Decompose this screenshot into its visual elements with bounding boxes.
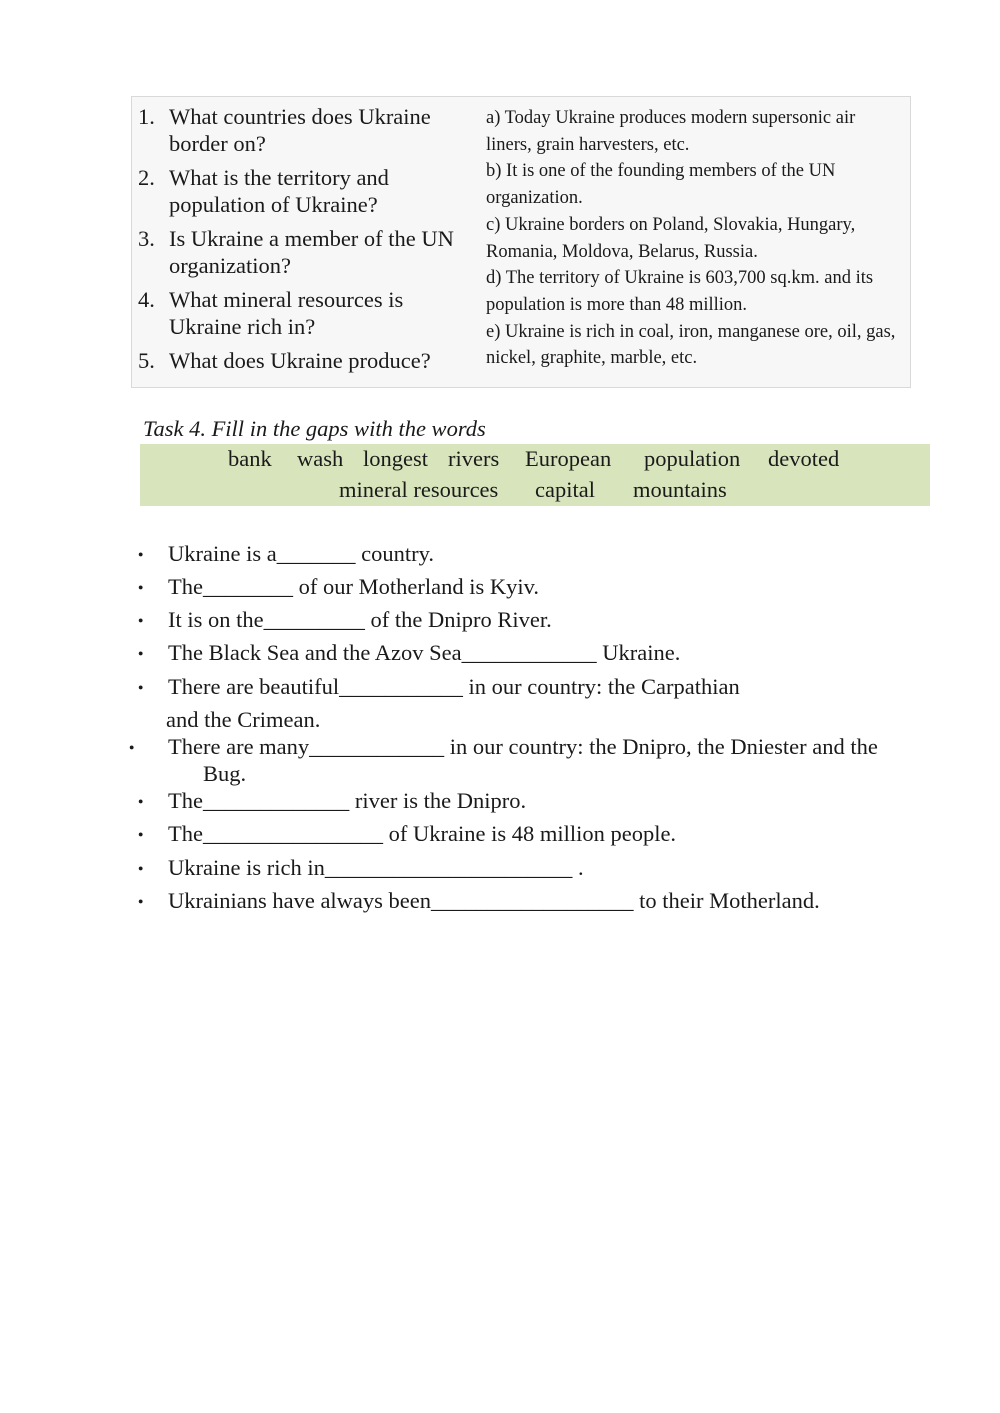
- answer-item: b) It is one of the founding members of the UN organization.: [486, 161, 836, 209]
- questions-list: [138, 103, 478, 381]
- sentence-line: Ukraine is rich in______________________ .: [168, 855, 584, 880]
- word-bank-item: population: [644, 446, 741, 471]
- question-text: Is Ukraine a member of the UN organization?: [169, 226, 454, 278]
- question-number: 3.: [138, 226, 155, 251]
- question-item: [138, 164, 478, 218]
- question-item: [138, 103, 478, 157]
- question-item: [138, 286, 478, 340]
- bullet-icon: ●: [138, 682, 144, 692]
- sentence-line: It is on the_________ of the Dnipro River.: [168, 607, 552, 632]
- bullet-icon: ●: [138, 615, 144, 625]
- word-bank-item: bank: [228, 446, 272, 471]
- sentence-continuation: and the Crimean.: [166, 707, 321, 732]
- answer-item: d) The territory of Ukraine is 603,700 sq.km. and its population is more than 48 million.: [486, 268, 874, 315]
- bullet-icon: ●: [138, 829, 144, 839]
- sentence-line: The Black Sea and the Azov Sea____________ Ukraine.: [168, 640, 681, 665]
- bullet-icon: ●: [138, 796, 144, 806]
- word-bank-item: mineral resources: [339, 477, 499, 502]
- word-bank-item: capital: [535, 477, 595, 502]
- sentence-line: The________________ of Ukraine is 48 million people.: [168, 821, 677, 846]
- question-text: What does Ukraine produce?: [169, 348, 431, 373]
- answer-item: c) Ukraine borders on Poland, Slovakia, Hungary, Romania, Moldova, Belarus, Russia.: [486, 214, 856, 262]
- answer-item: a) Today Ukraine produces modern supersonic air liners, grain harvesters, etc.: [486, 108, 856, 155]
- question-item: [138, 225, 478, 279]
- question-text: What countries does Ukraine border on?: [169, 104, 431, 156]
- sentence-line: The_____________ river is the Dnipro.: [168, 788, 527, 813]
- word-bank-item: mountains: [633, 477, 727, 502]
- answers-list: [486, 105, 904, 372]
- bullet-icon: ●: [138, 896, 144, 906]
- word-bank-item: wash: [297, 446, 344, 471]
- sentence-line: There are beautiful___________ in our country: the Carpathian: [168, 674, 740, 699]
- answer-item: e) Ukraine is rich in coal, iron, manganese ore, oil, gas, nickel, graphite, marble, etc.: [486, 321, 896, 369]
- question-number: 2.: [138, 165, 155, 190]
- question-text: What is the territory and population of Ukraine?: [169, 165, 389, 217]
- word-bank: [140, 444, 930, 506]
- bullet-icon: ●: [138, 648, 144, 658]
- sentence-line: Ukraine is a_______ country.: [168, 541, 434, 566]
- sentence-line: The________ of our Motherland is Kyiv.: [168, 574, 539, 599]
- task-title: Task 4. Fill in the gaps with the words: [143, 416, 486, 441]
- bullet-icon: ●: [138, 549, 144, 559]
- bullet-icon: ●: [138, 863, 144, 873]
- sentence-continuation: Bug.: [203, 761, 247, 786]
- question-text: What mineral resources is Ukraine rich in?: [169, 287, 404, 339]
- sentence-line: Ukrainians have always been__________________ to their Motherland.: [168, 888, 820, 913]
- word-bank-item: longest: [363, 446, 428, 471]
- matching-table: [131, 96, 911, 388]
- question-number: 4.: [138, 287, 155, 312]
- question-number: 5.: [138, 348, 155, 373]
- bullet-icon: ●: [129, 742, 135, 752]
- bullet-icon: ●: [138, 582, 144, 592]
- word-bank-item: European: [525, 446, 612, 471]
- question-item: [138, 347, 478, 374]
- word-bank-item: devoted: [768, 446, 840, 471]
- word-bank-item: rivers: [448, 446, 500, 471]
- question-number: 1.: [138, 104, 155, 129]
- sentence-line: There are many____________ in our country: the Dnipro, the Dniester and the: [168, 734, 878, 759]
